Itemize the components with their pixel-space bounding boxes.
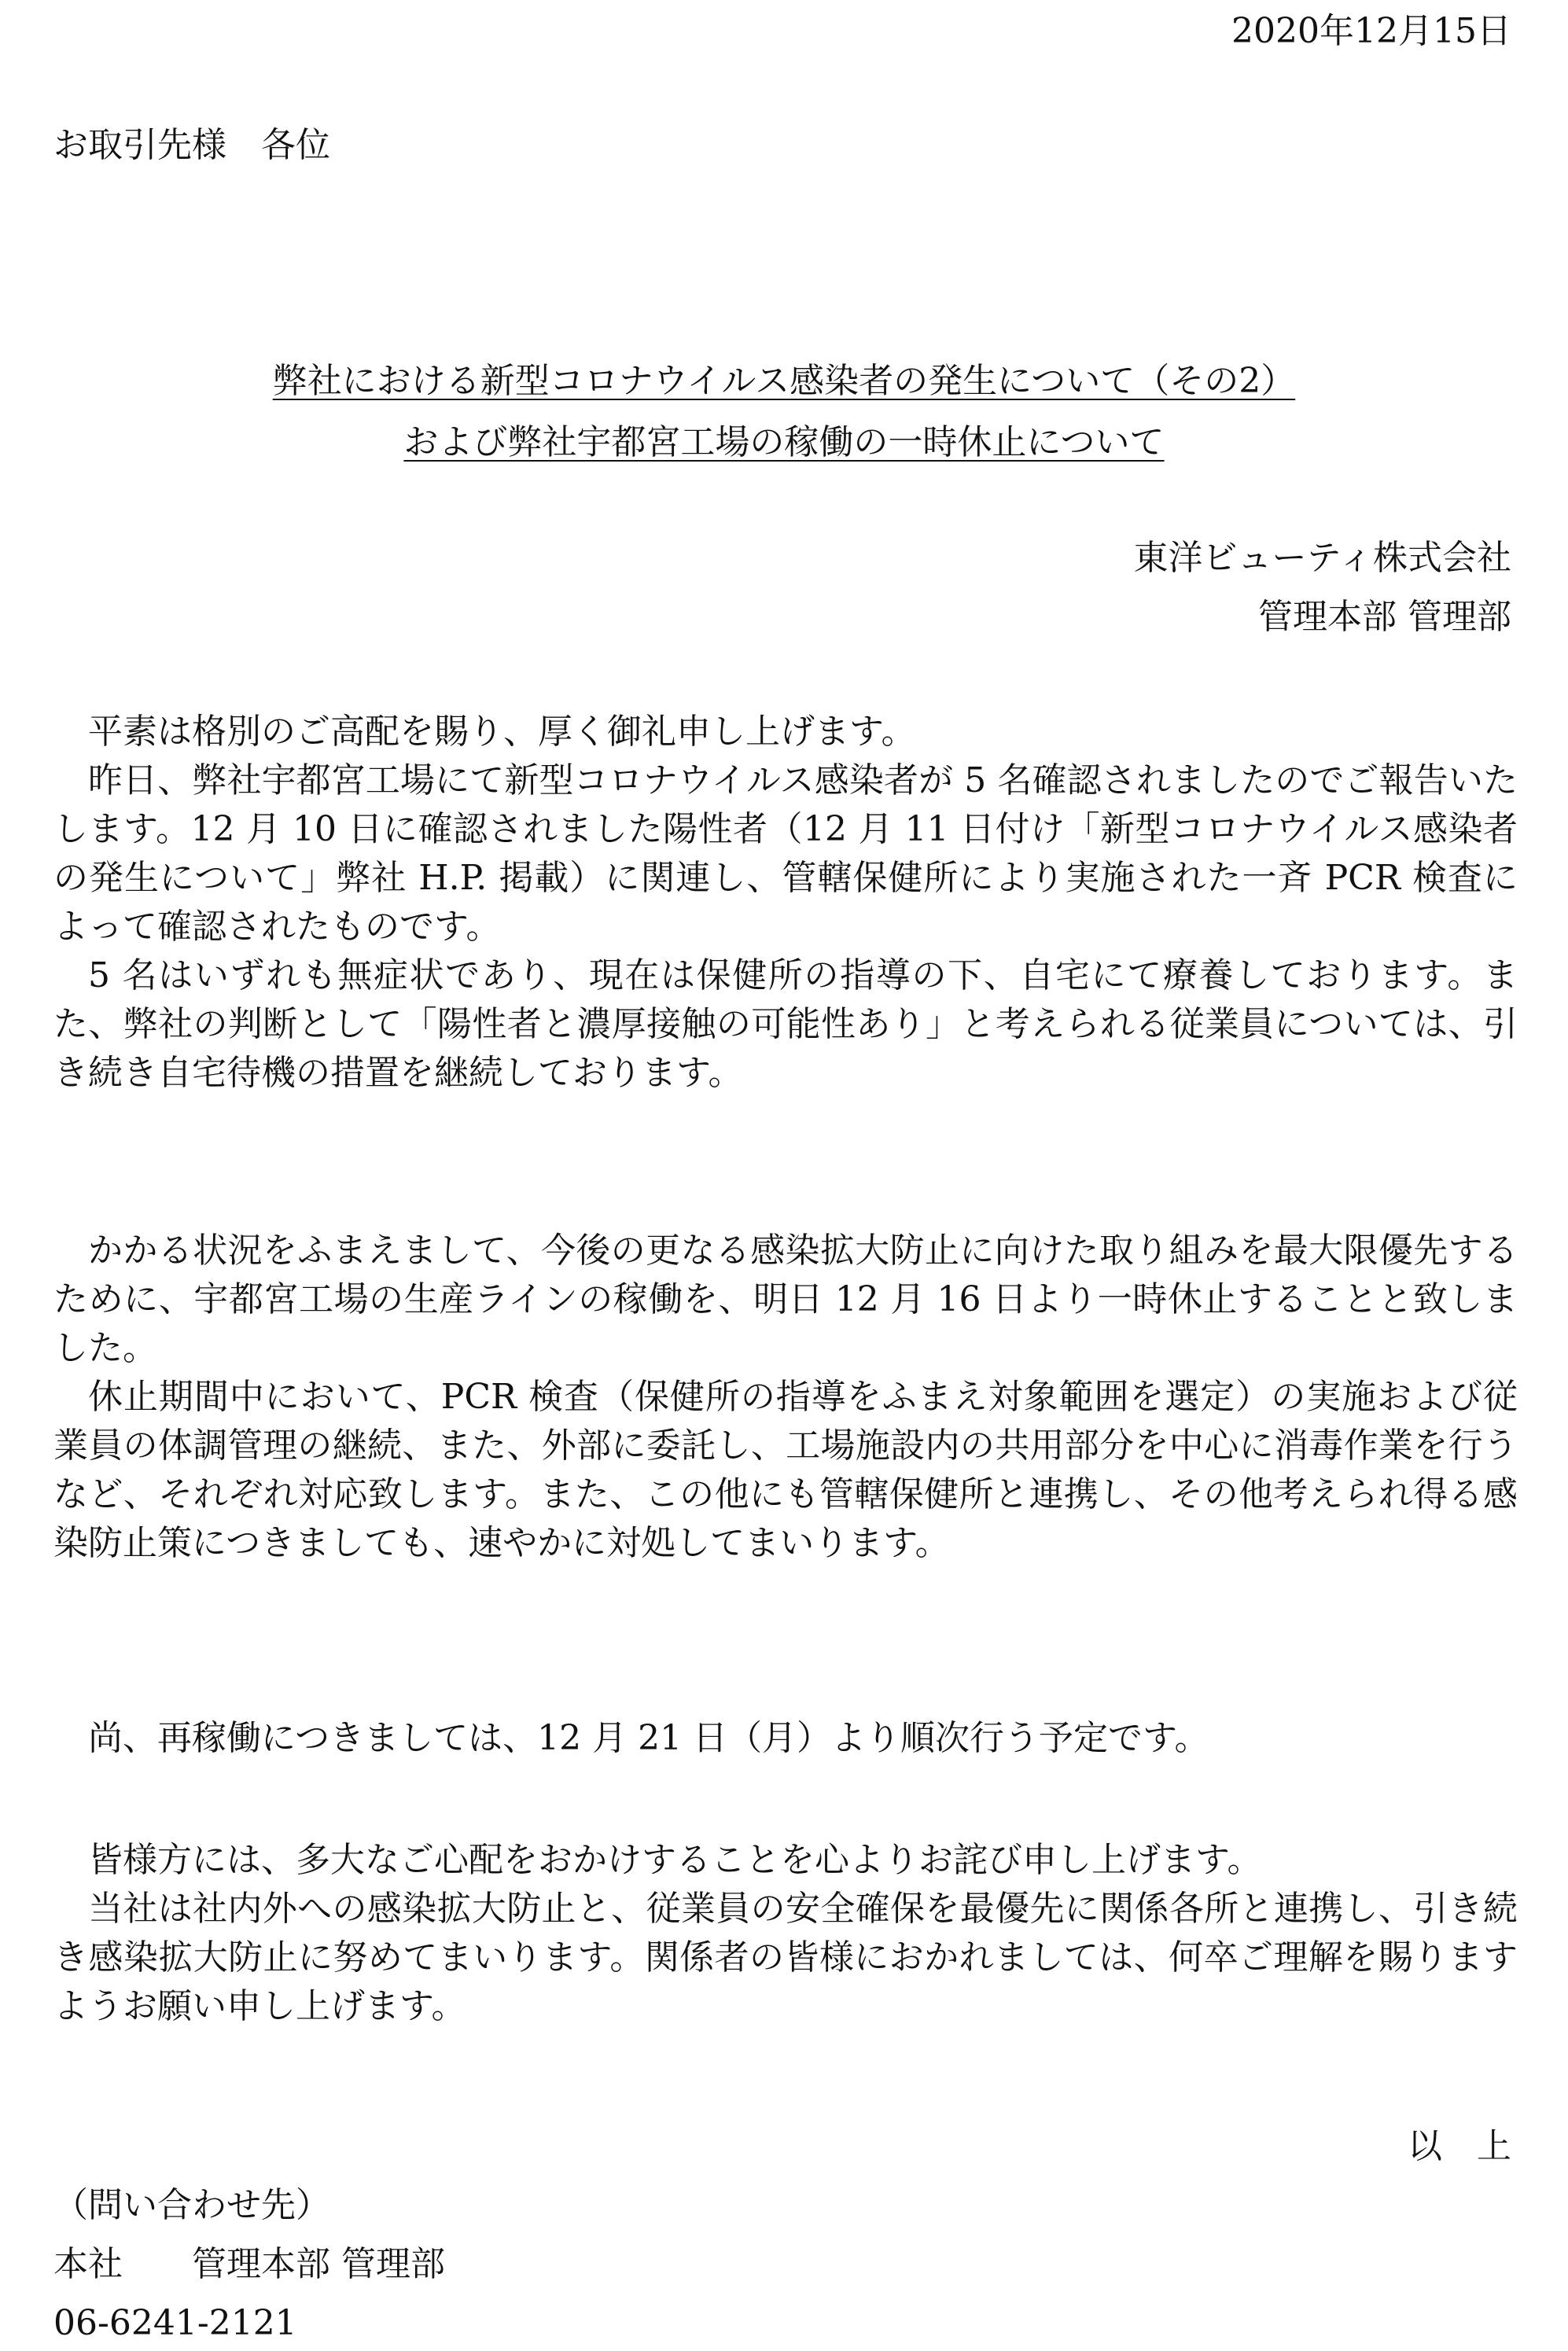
title-line-1-text: 弊社における新型コロナウイルス感染者の発生について（その2） [272, 361, 1296, 401]
recipient-line: お取引先様 各位 [53, 125, 330, 165]
document-title-line-2 [0, 419, 1568, 466]
title-line-2-text: および弊社宇都宮工場の稼働の一時休止について [403, 422, 1165, 462]
paragraph-suspension: かかる状況をふまえまして、今後の更なる感染拡大防止に向けた取り組みを最大限優先するために、宇都宮工場の生産ラインの稼働を、明日 12 月 16 日より一時休止することと致しました。 [53, 1231, 1518, 1368]
contact-label: （問い合わせ先） [53, 2185, 330, 2225]
document-date: 2020年12月15日 [1231, 11, 1511, 51]
sender-company: 東洋ビューティ株式会社 [1133, 538, 1511, 578]
body-section-2 [53, 1227, 1518, 1568]
document-title-line-1 [0, 358, 1568, 405]
contact-department: 本社 管理本部 管理部 [53, 2244, 445, 2284]
contact-phone: 06-6241-2121 [53, 2303, 297, 2343]
paragraph-measures: 休止期間中において、PCR 検査（保健所の指導をふまえ対象範囲を選定）の実施および従業員の体調管理の継続、また、外部に委託し、工場施設内の共用部分を中心に消毒作業を行うなど、それぞれ対応致します。また、この他にも管轄保健所と連携し、その他考えられ得る感染防止策につきましても、速やかに対処してまいります。 [53, 1377, 1518, 1563]
paragraph-apology: 皆様方には、多大なご心配をおかけすることを心よりお詫び申し上げます。 [88, 1840, 1262, 1880]
paragraph-greeting: 平素は格別のご高配を賜り、厚く御礼申し上げます。 [88, 712, 916, 752]
paragraph-commitment: 当社は社内外への感染拡大防止と、従業員の安全確保を最優先に関係各所と連携し、引き続き感染拡大防止に努めてまいります。関係者の皆様におかれましては、何卒ご理解を賜りますようお願い申し上げます。 [53, 1889, 1518, 2026]
body-section-3 [53, 1714, 1518, 1763]
paragraph-status: 5 名はいずれも無症状であり、現在は保健所の指導の下、自宅にて療養しております。また、弊社の判断として「陽性者と濃厚接触の可能性あり」と考えられる従業員については、引き続き自宅待機の措置を継続しております。 [53, 955, 1518, 1093]
paragraph-resumption: 尚、再稼働につきましては、12 月 21 日（月）より順次行う予定です。 [88, 1718, 1209, 1758]
paragraph-report: 昨日、弊社宇都宮工場にて新型コロナウイルス感染者が 5 名確認されましたのでご報告いたします。12 月 10 日に確認されました陽性者（12 月 11 日付け「新型コロナウイルス感染者の発生について」弊社 H.P. 掲載）に関連し、管轄保健所により実施された一斉 PCR 検査によって確認されたものです。 [53, 760, 1518, 947]
closing-remark: 以 上 [1408, 2126, 1511, 2166]
sender-department: 管理本部 管理部 [1258, 597, 1511, 637]
body-section-1 [53, 708, 1518, 1098]
body-section-4 [53, 1836, 1518, 2031]
